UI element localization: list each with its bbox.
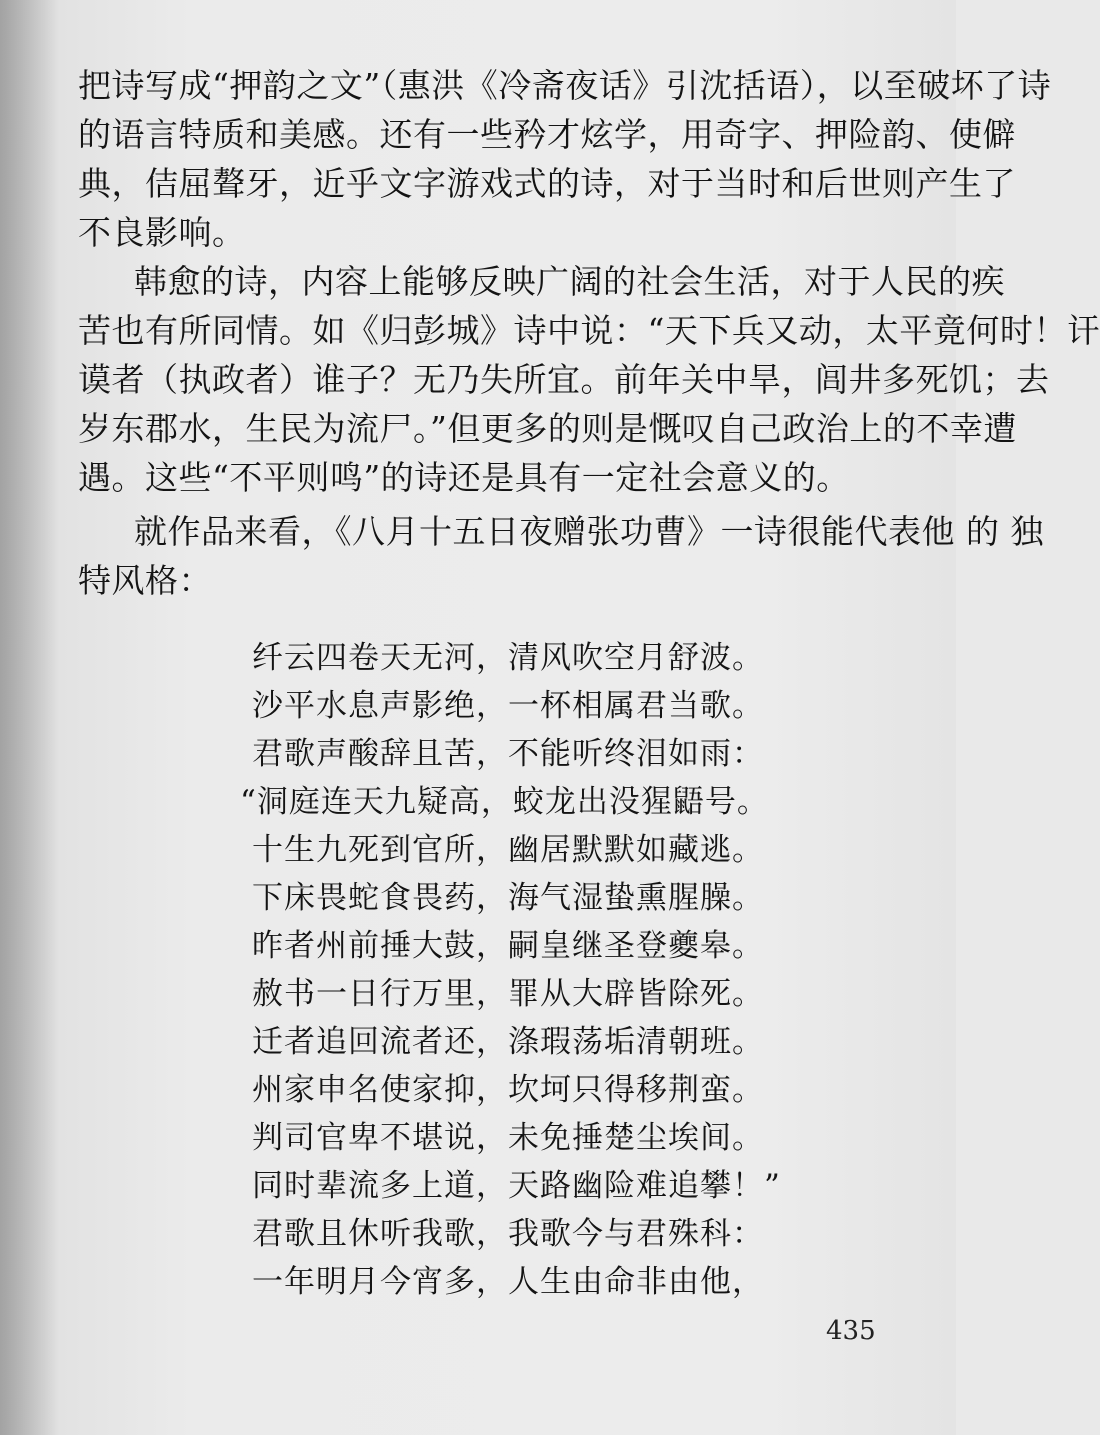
poem-line: 下床畏蛇食畏药，海气湿蛰熏腥臊。: [252, 880, 764, 916]
paragraph-line: 的语言特质和美感。还有一些矜才炫学，用奇字、押险韵、使僻: [78, 115, 1016, 154]
paragraph-line: 不良影响。: [78, 213, 246, 252]
page-number: 435: [826, 1316, 876, 1346]
poem-line: 判司官卑不堪说，未免捶楚尘埃间。: [252, 1120, 764, 1156]
paragraph-line: 特风格：: [78, 561, 212, 600]
poem-line: 君歌且休听我歌，我歌今与君殊科：: [252, 1216, 764, 1252]
poem-line: 君歌声酸辞且苦，不能听终泪如雨：: [252, 736, 764, 772]
spine-shadow: [0, 0, 60, 1435]
paragraph-line: 韩愈的诗，内容上能够反映广阔的社会生活，对于人民的疾: [134, 262, 1005, 301]
poem-line: 沙平水息声影绝，一杯相属君当歌。: [252, 688, 764, 724]
poem-line: 昨者州前捶大鼓，嗣皇继圣登夔皋。: [252, 928, 764, 964]
paragraph-line: 岁东郡水，生民为流尸。”但更多的则是慨叹自己政治上的不幸遭: [78, 409, 1017, 448]
poem-line: 一年明月今宵多，人生由命非由他，: [252, 1264, 764, 1300]
paragraph-line: 把诗写成“押韵之文”（惠洪《冷斋夜话》引沈括语），以至破坏了诗: [78, 66, 1052, 105]
poem-line: 纤云四卷天无河，清风吹空月舒波。: [252, 640, 764, 676]
paragraph-line: 就作品来看，《八月十五日夜赠张功曹》一诗很能代表他 的 独: [134, 512, 1044, 551]
paragraph-line: 遇。这些“不平则鸣”的诗还是具有一定社会意义的。: [78, 458, 850, 497]
poem-line: 十生九死到官所，幽居默默如藏逃。: [252, 832, 764, 868]
poem-line: 赦书一日行万里，罪从大辟皆除死。: [252, 976, 764, 1012]
paragraph-line: 苦也有所同情。如《归彭城》诗中说：“天下兵又动，太平竟何时！讦: [78, 311, 1100, 350]
paragraph-line: 谟者（执政者）谁子？无乃失所宜。前年关中旱，闾井多死饥；去: [78, 360, 1050, 399]
poem-line: “洞庭连天九疑高，蛟龙出没猩鼯号。: [240, 784, 769, 820]
poem-line: 州家申名使家抑，坎坷只得移荆蛮。: [252, 1072, 764, 1108]
poem-line: 迁者追回流者还，涤瑕荡垢清朝班。: [252, 1024, 764, 1060]
paragraph-line: 典，佶屈聱牙，近乎文字游戏式的诗，对于当时和后世则产生了: [78, 164, 1016, 203]
poem-line: 同时辈流多上道，天路幽险难追攀！”: [252, 1168, 781, 1204]
